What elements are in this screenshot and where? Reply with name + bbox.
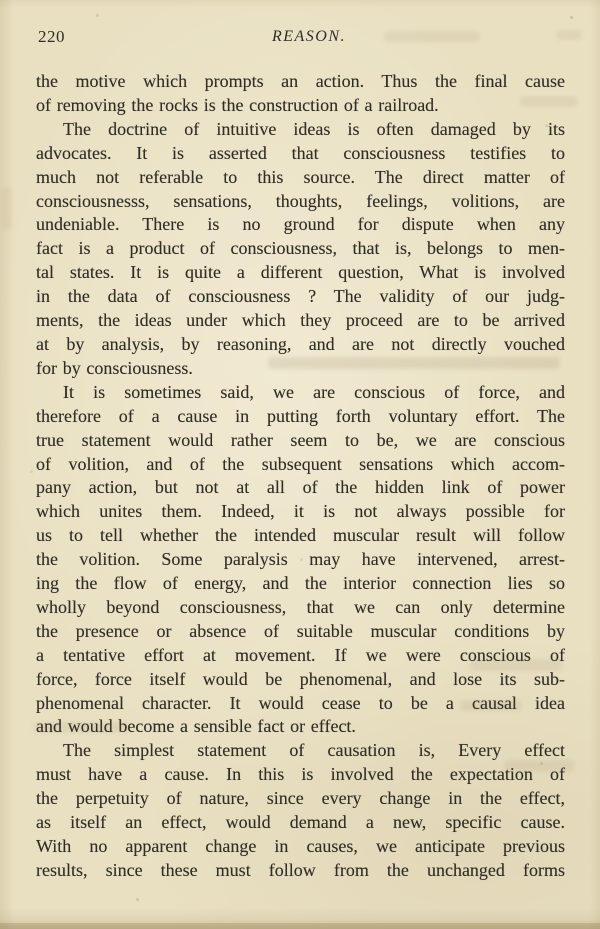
- text-line: force, force itself would be phenomenal, and lose its sub-: [36, 668, 565, 689]
- page-body: [36, 70, 565, 883]
- text-line: the volition. Some paralysis may have intervened, arrest-: [36, 549, 565, 570]
- text-line: and would become a sensible fact or effect.: [36, 716, 356, 737]
- running-head: REASON.: [271, 28, 347, 45]
- text-line: the perpetuity of nature, since every change in the effect,: [36, 788, 565, 809]
- text-line: fact is a product of consciousness, that is, belongs to men-: [36, 238, 565, 259]
- text-line: the presence or absence of suitable muscular conditions by: [36, 620, 565, 641]
- text-line: The doctrine of intuitive ideas is often damaged by its: [63, 118, 565, 139]
- text-line: must have a cause. In this is involved the expectation of: [36, 764, 565, 785]
- text-line: wholly beyond consciousness, that we can only determine: [36, 596, 565, 617]
- text-line: at by analysis, by reasoning, and are not directly vouched: [36, 333, 565, 354]
- text-line: of removing the rocks is the construction of a railroad.: [36, 94, 439, 115]
- text-line: ments, the ideas under which they proceed are to be arrived: [36, 310, 565, 331]
- text-line: much not referable to this source. The direct matter of: [36, 166, 565, 187]
- page-edge-shadow: [0, 0, 14, 929]
- text-line: ing the flow of energy, and the interior connection lies so: [36, 573, 565, 594]
- text-line: true statement would rather seem to be, we are conscious: [36, 429, 565, 450]
- text-line: which unites them. Indeed, it is not always possible for: [36, 501, 565, 522]
- text-line: us to tell whether the intended muscular result will follow: [36, 525, 565, 546]
- text-line: With no apparent change in causes, we anticipate previous: [36, 836, 565, 856]
- text-line: results, since these must follow from the unchanged forms: [36, 859, 565, 880]
- text-line: as itself an effect, would demand a new, specific cause.: [36, 812, 565, 833]
- text-line: advocates. It is asserted that consciousness testifies to: [36, 142, 565, 163]
- text-line: therefore of a cause in putting forth voluntary effort. The: [36, 405, 565, 426]
- text-line: The simplest statement of causation is, Every effect: [63, 740, 565, 761]
- paper-speckles: [0, 0, 3, 3]
- page-edge-shadow: [590, 0, 600, 929]
- text-line: for by consciousness.: [36, 357, 193, 378]
- text-line: in the data of consciousness ? The validity of our judg-: [36, 286, 565, 307]
- page-edge-shadow: [0, 0, 600, 8]
- text-line: a tentative effort at movement. If we were conscious of: [36, 644, 565, 665]
- page-edge-shadow: [0, 907, 600, 929]
- text-line: pany action, but not at all of the hidden link of power: [36, 477, 565, 498]
- text-line: the motive which prompts an action. Thus the final cause: [36, 71, 565, 91]
- text-line: consciousnesss, sensations, thoughts, feelings, volitions, are: [36, 190, 565, 211]
- text-line: It is sometimes said, we are conscious of force, and: [63, 381, 565, 402]
- page-header: [0, 27, 600, 47]
- page-number: 220: [38, 27, 65, 46]
- text-line: undeniable. There is no ground for dispute when any: [36, 214, 565, 235]
- text-line: phenomenal character. It would cease to be a causal idea: [36, 692, 565, 713]
- page-edge-shadow: [0, 923, 600, 929]
- text-line: of volition, and of the subsequent sensations which accom-: [36, 453, 565, 474]
- text-line: tal states. It is quite a different question, What is involved: [36, 262, 565, 283]
- bleed-through-artifact: [2, 188, 12, 230]
